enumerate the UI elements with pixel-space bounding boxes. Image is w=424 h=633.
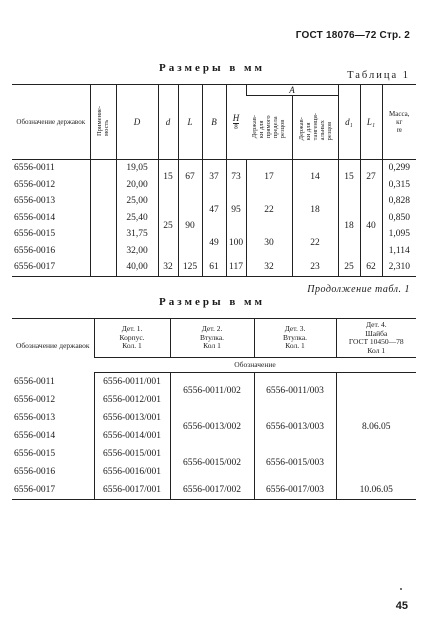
- scan-speck: [400, 588, 402, 590]
- table-row: 6556-0015 31,75 49 100 30 22 1,095: [12, 226, 416, 243]
- table2-caption: Размеры в мм: [159, 296, 265, 308]
- cell-D: 19,05: [116, 160, 158, 177]
- col-L: L: [178, 85, 202, 160]
- col-designation: Обозначение державок: [12, 85, 90, 160]
- col-A2: Держав- ки для тангенци- альных резцов: [292, 96, 338, 160]
- table-row: 6556-0012 6556-0012/001: [12, 391, 416, 409]
- col-A: A: [246, 85, 338, 96]
- col-det1: Дет. 1. Корпус. Кол. 1: [94, 319, 170, 358]
- col-B: B: [202, 85, 226, 160]
- table-row: 6556-0014 25,40 0,850: [12, 210, 416, 227]
- table-row: 6556-0014 6556-0014/001: [12, 427, 416, 445]
- cell-mass: 0,299: [382, 160, 416, 177]
- parts-table: [12, 318, 416, 500]
- table2-label: Продолжение табл. 1: [307, 284, 410, 295]
- table-row: 6556-0016 32,00 1,114: [12, 243, 416, 260]
- dimensions-table: [12, 84, 416, 277]
- col-applicability: Применяе- мость: [90, 85, 116, 160]
- table-row: 6556-0017 6556-0017/001 6556-0017/002 6556-0017/003 10.06.05: [12, 481, 416, 500]
- table1-caption: Размеры в мм: [159, 62, 265, 74]
- table-row: 6556-0011 6556-0011/001 6556-0011/002 6556-0011/003 8.06.05: [12, 373, 416, 392]
- col-D: D: [116, 85, 158, 160]
- table-row: 6556-0012 20,00 0,315: [12, 177, 416, 194]
- col-H: H 8: [226, 85, 246, 160]
- col-designation: Обозначение державок: [12, 319, 94, 373]
- table-row: 6556-0015 6556-0015/001 6556-0015/002 6556-0015/003: [12, 445, 416, 463]
- col-det4: Дет. 4. Шайба ГОСТ 10450—78 Кол 1: [336, 319, 416, 358]
- table1-label: Таблица 1: [347, 70, 410, 81]
- col-subheader: Обозначение: [94, 358, 416, 373]
- col-d1: d₁: [338, 85, 360, 160]
- col-det3: Дет. 3. Втулка. Кол. 1: [254, 319, 336, 358]
- table-row: 6556-0013 25,00 25 90 47 95 22 18 18 40 0,828: [12, 193, 416, 210]
- cell-code: 6556-0011: [14, 163, 55, 174]
- table-row: 6556-0016 6556-0016/001: [12, 463, 416, 481]
- col-d: d: [158, 85, 178, 160]
- page-header: ГОСТ 18076—72 Стр. 2: [295, 30, 410, 41]
- col-A1: Держав- ки для прямого предела резцов: [246, 96, 292, 160]
- col-mass: Масса, кг m: [382, 85, 416, 160]
- col-det2: Дет. 2. Втулка. Кол 1: [170, 319, 254, 358]
- page-number: 45: [395, 600, 408, 612]
- table-row: 6556-0011 19,05 15 67 37 73 17 14 15 27 0,299: [12, 160, 416, 177]
- table-row: 6556-0017 40,00 32 125 61 117 32 23 25 62 2,310: [12, 259, 416, 276]
- table-row: 6556-0013 6556-0013/001 6556-0013/002 6556-0013/003: [12, 409, 416, 427]
- col-L1: L₁: [360, 85, 382, 160]
